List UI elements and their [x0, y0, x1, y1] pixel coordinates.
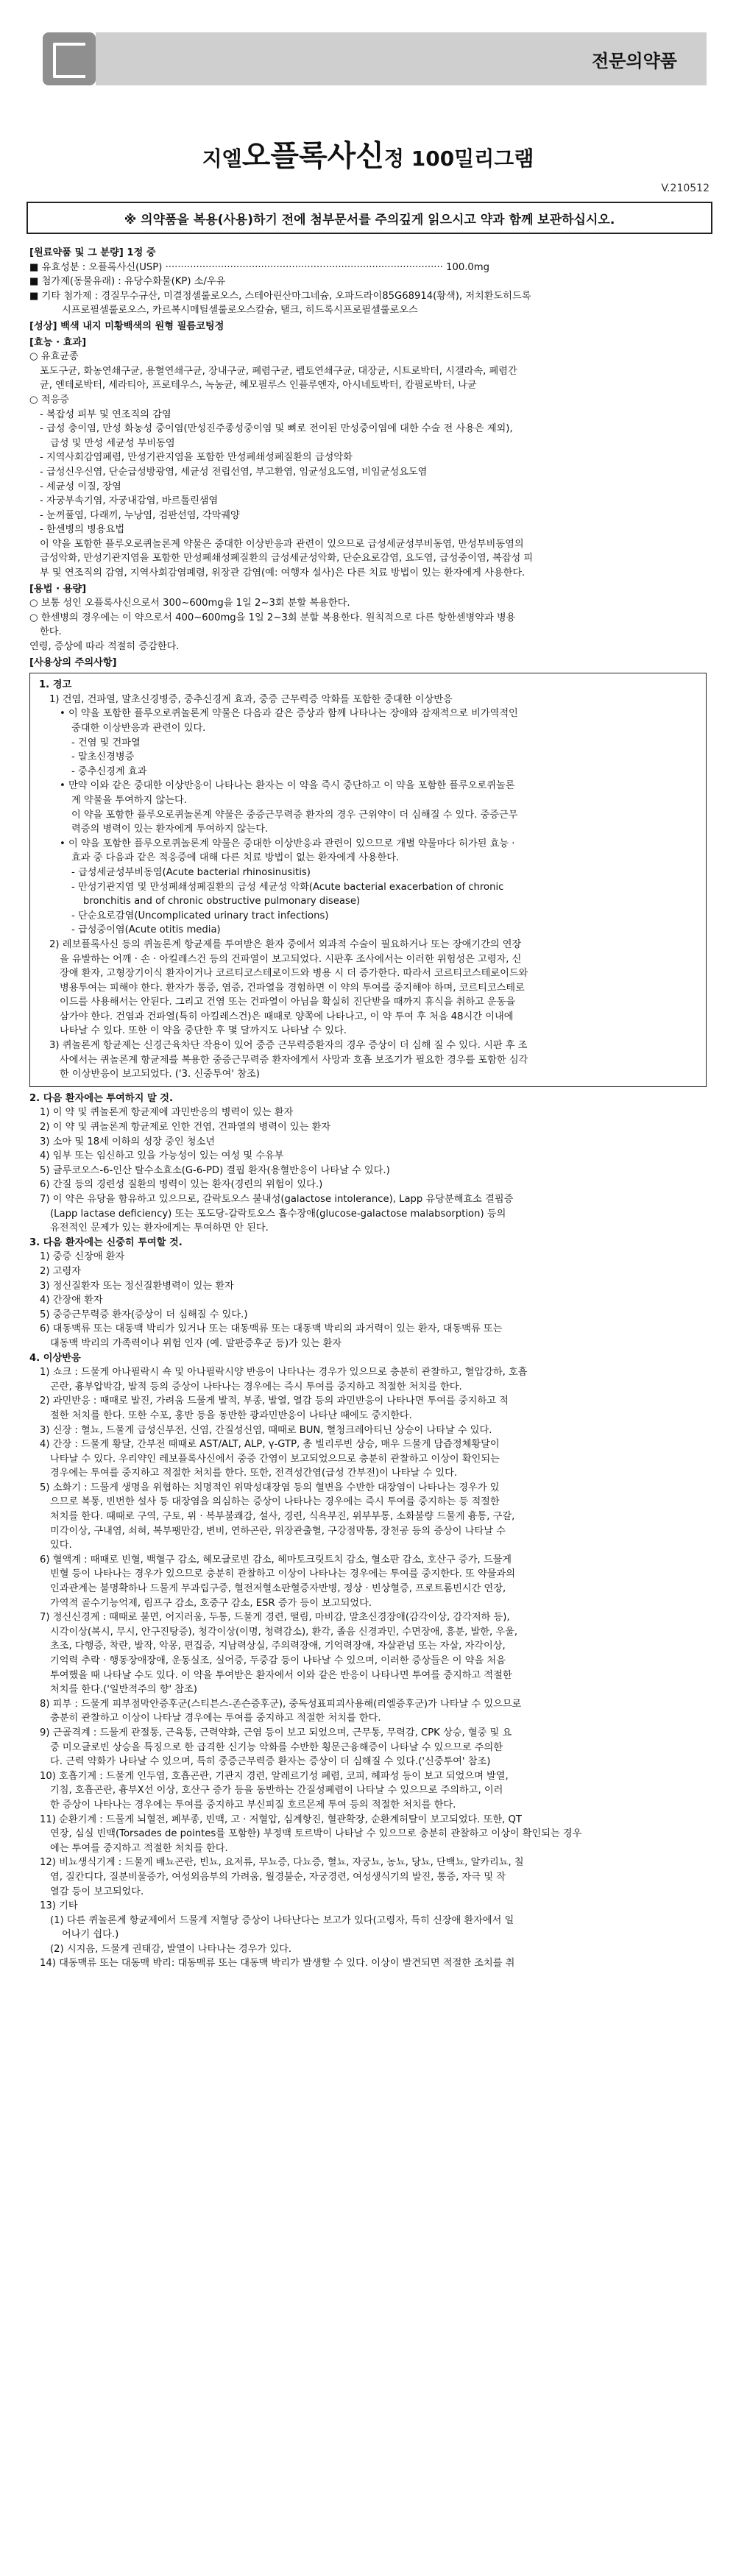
- warning-line: - 급성세균성부비동염(Acute bacterial rhinosinusitis): [71, 866, 311, 878]
- warning-line: 1. 경고: [39, 679, 72, 691]
- text-line: 5) 중증근무력증 환자(증상이 더 심해질 수 있다.): [40, 1309, 248, 1320]
- text-line: [원료약품 및 그 분량] 1정 중: [29, 247, 156, 258]
- text-line: 2) 고령자: [40, 1265, 81, 1277]
- text-line: 급성악화, 만성기관지염을 포함한 만성폐쇄성폐질환의 급성세균성악화, 단순요로감염, 요도염, 급성중이염, 복잡성 피: [40, 553, 534, 565]
- text-line: 투여했을 때 나타날 수도 있다. 이 약을 투여받은 환자에서 이와 같은 반응이 나타나면 투여를 중지하고 적절한: [50, 1669, 512, 1681]
- warning-line: 병용투여는 피해야 한다. 환자가 통증, 염증, 건파열을 경험하면 이 약의 투여를 중지해야 하며, 코르티코스테로: [60, 982, 525, 994]
- warning-line: - 중추신경계 효과: [71, 765, 147, 777]
- product-title: [0, 132, 736, 174]
- text-line: 기억력 추락 · 행동장애장애, 운동실조, 실어증, 두중감 등이 나타날 수 있으며, 이러한 증상들은 이 약을 처음: [50, 1655, 506, 1666]
- warning-line: 삼가야 한다. 건염과 건파열(특히 아킬레스건)은 때때로 양쪽에 나타나고, 이 약 투여 후 처음 48시간 이내에: [60, 1011, 514, 1022]
- text-line: 어나기 쉽다.): [62, 1929, 119, 1941]
- text-line: 부 및 연조직의 감염, 지역사회감염폐렴, 위장관 감염(예: 여행자 설사)은 다른 치료 방법이 있는 환자에게 사용한다.: [40, 567, 526, 579]
- text-line: 인과관계는 불명확하나 드물게 무과립구증, 혈전저혈소판혈증자반병, 정상 · 빈상혈증, 프로트롬빈시간 연장,: [50, 1583, 506, 1595]
- text-line: [용법 · 용량]: [29, 583, 87, 595]
- warning-line: - 급성중이염(Acute otitis media): [71, 924, 221, 936]
- text-line: - 한센병의 병용요법: [40, 524, 125, 536]
- text-line: 7) 정신신경계 : 때때로 불면, 어지러움, 두통, 드물게 경련, 떨림, 마비감, 말초신경장애(감각이상, 감각저하 등),: [40, 1612, 510, 1624]
- text-line: 9) 근골격계 : 드물게 관절통, 근육통, 근력약화, 근염 등이 보고 되었으며, 근무통, 무력감, CPK 상승, 혈중 및 요: [40, 1727, 512, 1738]
- text-line: 4) 임부 또는 임신하고 있을 가능성이 있는 여성 및 수유부: [40, 1150, 284, 1162]
- text-line: [효능 · 효과]: [29, 336, 87, 348]
- warning-line: 이 약을 포함한 플루오로퀴놀론계 약물은 중증근무력증 환자의 경우 근위약이 더 심해질 수 있다. 중증근무: [71, 809, 518, 821]
- warning-line: 2) 레보플록사신 등의 퀴놀론계 항균제를 투여받은 환자 중에서 외과적 수술이 필요하거나 또는 장애기간의 연장: [49, 938, 522, 950]
- text-line: 절한 처치를 한다. 또한 수포, 홍반 등을 동반한 광과민반응이 나타난 때에도 중지한다.: [50, 1409, 412, 1421]
- text-line: 1) 이 약 및 퀴놀론계 항균제에 과민반응의 병력이 있는 환자: [40, 1107, 294, 1119]
- warning-line: 을 유발하는 어깨 · 손 · 아킬레스건 등의 건파열이 보고되었다. 시판후 조사에서는 이러한 위험성은 고령자, 신: [60, 953, 522, 965]
- prescription-badge: 전문의약품: [592, 50, 677, 71]
- title-form: 정: [383, 146, 404, 171]
- text-line: 13) 기타: [40, 1900, 78, 1912]
- warning-line: 장애 환자, 고형장기이식 환자이거나 코르티코스테로이드와 병용 시 더 증가한다. 따라서 코르티코스테로이드와: [60, 968, 528, 980]
- document-body: [29, 244, 707, 1971]
- text-line: - 자궁부속기염, 자궁내감염, 바르톨린샘염: [40, 495, 219, 507]
- precautions-section: [29, 1091, 707, 1971]
- text-line: 처치를 한다. 때때로 구역, 구토, 위 · 복부불쾌감, 설사, 경련, 식욕부진, 위부부통, 소화불량 드물게 흉통, 구갈,: [50, 1511, 515, 1523]
- text-line: ○ 적응증: [29, 394, 69, 406]
- text-line: 유전적인 문제가 있는 환자에게는 투여하면 안 된다.: [50, 1222, 269, 1234]
- warning-line: 3) 퀴놀론계 항균제는 신경근육차단 작용이 있어 중증 근무력증환자의 경우 증상이 더 심해 질 수 있다. 시판 후 조: [49, 1040, 528, 1052]
- warning-line: 1) 건염, 건파열, 말초신경병증, 중추신경계 효과, 중증 근무력증 악화를 포함한 중대한 이상반응: [49, 693, 453, 705]
- warning-line: - 만성기관지염 및 만성폐쇄성폐질환의 급성 세균성 악화(Acute bacterial exacerbation of chronic: [71, 881, 504, 893]
- warning-line: • 만약 이와 같은 중대한 이상반응이 나타나는 환자는 이 약을 즉시 중단하고 이 약을 포함한 플루오로퀴놀론: [60, 780, 515, 792]
- warning-line: 한 이상반응이 보고되었다. ('3. 신중투여' 참조): [60, 1069, 260, 1080]
- text-line: 기침, 호흡곤란, 흉부X선 이상, 호산구 증가 등을 동반하는 간질성폐렴이 나타날 수 있으므로 주의하고, 이러: [50, 1785, 503, 1797]
- text-line: 3) 소아 및 18세 이하의 성장 중인 청소년: [40, 1136, 216, 1147]
- text-line: (1) 다른 퀴놀론계 항균제에서 드물게 저혈당 증상이 나타난다는 보고가 있다(고령자, 특히 신장애 환자에서 일: [50, 1914, 514, 1926]
- warning-line: - 건염 및 건파열: [71, 737, 141, 749]
- warning-line: bronchitis and of chronic obstructive pulmonary disease): [83, 896, 361, 907]
- text-line: 연장, 심실 빈맥(Torsades de pointes를 포함한) 부정맥 토르박이 나타날 수 있으므로 충분히 관찰하고 이상이 확인되는 경우: [50, 1828, 582, 1840]
- title-strength: 100밀리그램: [403, 146, 534, 171]
- text-line: 시프로필셀룰로오스, 카르복시메틸셀룰로오스칼슘, 탤크, 히드록시프로필셀룰로오스: [62, 305, 418, 316]
- version-label: V.210512: [661, 183, 710, 194]
- text-line: 3) 정신질환자 또는 정신질환병력이 있는 환자: [40, 1280, 234, 1292]
- text-line: (2) 시지음, 드물게 권태감, 발열이 나타나는 경우가 있다.: [50, 1943, 292, 1955]
- text-line: 나타날 수 있다. 우리약인 레보플록사신에서 중증 간염이 보고되었으므로 충분히 관찰하고 이상이 확인되는: [50, 1453, 500, 1465]
- text-line: ○ 한센병의 경우에는 이 약으로서 400~600mg을 1일 2~3회 분할 복용한다. 원칙적으로 다른 항한센병약과 병용: [29, 612, 516, 623]
- text-line: 다. 근력 약화가 나타날 수 있으며, 특히 중증근무력증 환자는 증상이 더 심해질 수 있다.('신중투여' 참조): [50, 1756, 491, 1768]
- text-line: 5) 글루코오스-6-인산 탈수소효소(G-6-PD) 결핍 환자(용혈반응이 나타날 수 있다.): [40, 1164, 390, 1176]
- text-line: 으므로 복통, 빈번한 설사 등 대장염을 의심하는 증상이 나타나는 경우에는 즉시 투여를 중지하는 등 적절한: [50, 1496, 500, 1508]
- text-line: 있다.: [50, 1540, 72, 1551]
- text-line: 대동맥 박리의 가족력이나 위험 인자 (예. 말판증후군 등)가 있는 환자: [50, 1337, 342, 1349]
- header-bar: [0, 0, 736, 103]
- title-main: 오플록사신: [241, 139, 384, 173]
- warning-line: 중대한 이상반응과 관련이 있다.: [71, 723, 206, 734]
- text-line: 균, 엔테로박터, 세라티아, 프로테우스, 녹농균, 헤모필루스 인플루엔자, 아시네토박터, 캄필로박터, 나균: [40, 380, 477, 392]
- text-line: 10) 호흡기계 : 드물게 인두염, 호흡곤란, 기관지 경련, 알레르기성 폐렴, 코피, 헤파성 등이 보고 되었으며 발열,: [40, 1770, 509, 1782]
- title-prefix: 지엘: [202, 146, 242, 171]
- warning-line: 효과 중 다음과 같은 적응증에 대해 다른 치료 방법이 없는 환자에게 사용한다.: [71, 852, 400, 864]
- text-line: 충분히 관찰하고 이상이 나타날 경우에는 투여를 중지하고 적절한 처치를 한다.: [50, 1713, 381, 1724]
- text-line: ○ 유효균종: [29, 351, 79, 363]
- text-line: 중 미오글로빈 상승을 특징으로 한 급격한 신기능 악화를 수반한 횡문근융해증이 나타날 수 있으므로 주의한: [50, 1741, 503, 1753]
- text-line: 7) 이 약은 유당을 함유하고 있으므로, 갈락토오스 불내성(galactose intolerance), Lapp 유당분해효소 결핍증: [40, 1194, 514, 1205]
- text-line: 빈혈 등이 나타나는 경우가 있으므로 충분히 관찰하고 이상이 나타나는 경우에는 투여를 중지한다. 또 약물과의: [50, 1568, 515, 1580]
- text-line: [사용상의 주의사항]: [29, 657, 117, 668]
- warning-line: 사에서는 퀴놀론계 항균제를 복용한 중증근무력증 환자에게서 사망과 호흡 보조기가 필요한 경우를 포함한 심각: [60, 1054, 528, 1066]
- text-line: 곤란, 흉부압박감, 발적 등의 증상이 나타나는 경우에는 즉시 투여를 중지하고 적절한 처치를 한다.: [50, 1381, 462, 1393]
- text-line: 시각이상(복시, 무시, 안구진탕증), 청각이상(이명, 청력감소), 환각, 졸음 신경과민, 수면장애, 흥분, 발한, 우울,: [50, 1626, 518, 1638]
- text-line: - 급성신우신염, 단순급성방광염, 세균성 전립선염, 부고환염, 임균성요도염, 비임균성요도염: [40, 466, 428, 478]
- warning-line: 나타날 수 있다. 또한 이 약을 중단한 후 몇 달까지도 나타날 수 있다.: [60, 1025, 347, 1037]
- warning-line: 계 약물을 투여하지 않는다.: [71, 794, 187, 806]
- company-logo: [43, 32, 96, 85]
- intro-section: [29, 246, 707, 670]
- text-line: 열감 등이 보고되었다.: [50, 1886, 144, 1897]
- text-line: 에는 투여를 중지하고 적절한 처치를 한다.: [50, 1842, 228, 1854]
- text-line: 11) 순환기계 : 드물게 뇌혈전, 폐부종, 빈맥, 고 · 저혈압, 심계항진, 혈관확장, 순환계허탈이 보고되었다. 또한, QT: [40, 1814, 522, 1825]
- warning-line: 이드를 사용해서는 안된다. 그리고 건염 또는 건파열이 아님을 확실히 진단받을 때까지 휴식을 취하고 운동을: [60, 997, 516, 1008]
- text-line: 8) 피부 : 드물게 피부점막안증후군(스티븐스-존슨증후군), 중독성표피괴사용해(리엘증후군)가 나타날 수 있으므로: [40, 1698, 522, 1710]
- text-line: (Lapp lactase deficiency) 또는 포도당-갈락토오스 흡수장애(glucose-galactose malabsorption) 등의: [50, 1208, 506, 1220]
- text-line: 4) 간장 : 드물게 황달, 간부전 때때로 AST/ALT, ALP, γ-GTP, 총 빌리루빈 상승, 매우 드물게 담즙정체황달이: [40, 1439, 500, 1451]
- text-line: ○ 보통 성인 오플록사신으로서 300~600mg을 1일 2~3회 분할 복용한다.: [29, 598, 350, 609]
- text-line: 미각이상, 구내염, 쇠혀, 복부팽만감, 변비, 연하곤란, 위장관출혈, 구강점막통, 장천공 등의 증상이 나타날 수: [50, 1525, 506, 1537]
- text-line: 1) 중증 신장애 환자: [40, 1251, 125, 1263]
- text-line: 가역적 골수기능억제, 림프구 감소, 호중구 감소, ESR 증가 등이 보고되었다.: [50, 1597, 372, 1609]
- text-line: [성상] 백색 내지 미황백색의 원형 필름코팅정: [29, 320, 224, 332]
- text-line: 2) 이 약 및 퀴놀론계 항균제로 인한 건염, 건파열의 병력이 있는 환자: [40, 1122, 331, 1133]
- text-line: 급성 및 만성 세균성 부비동염: [50, 437, 175, 449]
- text-line: 초조, 다행증, 착란, 발작, 악몽, 편집증, 지남력상실, 주의력장애, 기억력장애, 자살관념 또는 자살, 자각이상,: [50, 1641, 506, 1652]
- storage-warning: ※ 의약품을 복용(사용)하기 전에 첨부문서를 주의깊게 읽으시고 약과 함께 보관하십시오.: [26, 202, 712, 234]
- text-line: 이 약을 포함한 플루오로퀴놀론계 약물은 중대한 이상반응과 관련이 있으므로 급성세균성부비동염, 만성부비동염의: [40, 538, 524, 550]
- logo-bracket-icon: [53, 43, 85, 78]
- warning-box: [29, 673, 707, 1087]
- warning-line: • 이 약을 포함한 플루오로퀴놀론계 약물은 다음과 같은 증상과 함께 나타나는 장애와 잠재적으로 비가역적인: [60, 708, 518, 720]
- text-line: 연령, 증상에 따라 적절히 증감한다.: [29, 641, 180, 653]
- text-line: 1) 쇼크 : 드물게 아나필락시 쇽 및 아나필락시양 반응이 나타나는 경우가 있으므로 충분히 관찰하고, 혈압강하, 호흡: [40, 1367, 528, 1379]
- text-line: 6) 혈액계 : 때때로 빈혈, 백혈구 감소, 헤모글로빈 감소, 헤마토크릿트치 감소, 혈소판 감소, 호산구 증가, 드물게: [40, 1554, 512, 1565]
- text-line: 3) 신장 : 혈뇨, 드물게 급성신부전, 신염, 간질성신염, 때때로 BUN, 혈청크레아티닌 상승이 나타날 수 있다.: [40, 1424, 492, 1436]
- text-line: 3. 다음 환자에는 신중히 투여할 것.: [29, 1236, 183, 1248]
- text-line: 5) 소화기 : 드물게 생명을 위협하는 치명적인 위막성대장염 등의 혈변을 수반한 대장염이 나타나는 경우가 있: [40, 1482, 500, 1493]
- text-line: 12) 비뇨생식기계 : 드물게 배뇨곤란, 빈뇨, 요저류, 무뇨증, 다뇨증, 혈뇨, 자궁뇨, 농뇨, 당뇨, 단백뇨, 알카리뇨, 칠: [40, 1857, 524, 1869]
- text-line: 경우에는 투여를 중지하고 적절한 처치를 한다. 또한, 전격성간염(급성 간부전)이 나타날 수 있다.: [50, 1468, 458, 1479]
- text-line: ■ 유효성분 : 오플록사신(USP) ·························································································· 100.0mg: [29, 261, 490, 273]
- text-line: ■ 첨가제(동물유래) : 유당수화물(KP) 소/우유: [29, 276, 226, 288]
- text-line: 한 증상이 나타나는 경우에는 투여를 중지하고 부신피질 호르몬제 투여 등의 적절한 처치를 한다.: [50, 1799, 456, 1811]
- text-line: 2) 과민반응 : 때때로 발진, 가려움 드물게 발적, 부종, 발열, 열감 등의 과민반응이 나타나면 투여를 중지하고 적: [40, 1395, 509, 1407]
- text-line: 4) 간장애 환자: [40, 1295, 103, 1306]
- warning-line: 력증의 병력이 있는 환자에게 투여하지 않는다.: [71, 824, 269, 835]
- warning-line: - 말초신경병증: [71, 751, 135, 763]
- text-line: 6) 간질 등의 경련성 질환의 병력이 있는 환자(경련의 위험이 있다.): [40, 1179, 323, 1191]
- text-line: - 지역사회감염폐렴, 만성기관지염을 포함한 만성폐쇄성폐질환의 급성악화: [40, 452, 353, 464]
- text-line: - 복잡성 피부 및 연조직의 감염: [40, 408, 171, 420]
- text-line: 6) 대동맥류 또는 대동맥 박리가 있거나 또는 대동맥류 또는 대동맥 박리의 과거력이 있는 환자, 대동맥류 또는: [40, 1323, 503, 1335]
- text-line: 4. 이상반응: [29, 1352, 81, 1364]
- text-line: 2. 다음 환자에는 투여하지 말 것.: [29, 1092, 174, 1104]
- warning-line: • 이 약을 포함한 플루오로퀴놀론계 약물은 중대한 이상반응과 관련이 있으므로 개별 약물마다 허가된 효능 ·: [60, 838, 515, 849]
- text-line: - 눈꺼풀염, 다래끼, 누낭염, 검판선염, 각막궤양: [40, 509, 240, 521]
- text-line: - 급성 충이염, 만성 화농성 중이염(만성진주종성중이염 및 뼈로 전이된 만성중이염에 대한 수술 전 사용은 제외),: [40, 423, 513, 435]
- text-line: - 세균성 이질, 장염: [40, 481, 121, 492]
- warning-line: - 단순요로감염(Uncomplicated urinary tract infections): [71, 910, 329, 921]
- text-line: 처치를 한다.('일반적주의 향' 참조): [50, 1684, 197, 1696]
- text-line: 한다.: [40, 626, 62, 638]
- text-line: 14) 대동맥류 또는 대동맥 박리: 대동맥류 또는 대동맥 박리가 발생할 수 있다. 이상이 발견되면 적절한 조치를 취: [40, 1958, 515, 1970]
- text-line: 염, 질칸디다, 질분비물증가, 여성외음부의 가려움, 월경불순, 자궁경련, 여성생식기의 발진, 통증, 자극 및 작: [50, 1871, 506, 1883]
- text-line: ■ 기타 첨가제 : 경질무수규산, 미결정셀룰로오스, 스테아린산마그네슘, 오파드라이85G68914(황색), 저치환도히드록: [29, 290, 531, 302]
- text-line: 포도구균, 화농연쇄구균, 용혈연쇄구균, 장내구균, 폐렴구균, 펩토연쇄구균, 대장균, 시트로박터, 시겔라속, 폐렴간: [40, 365, 517, 377]
